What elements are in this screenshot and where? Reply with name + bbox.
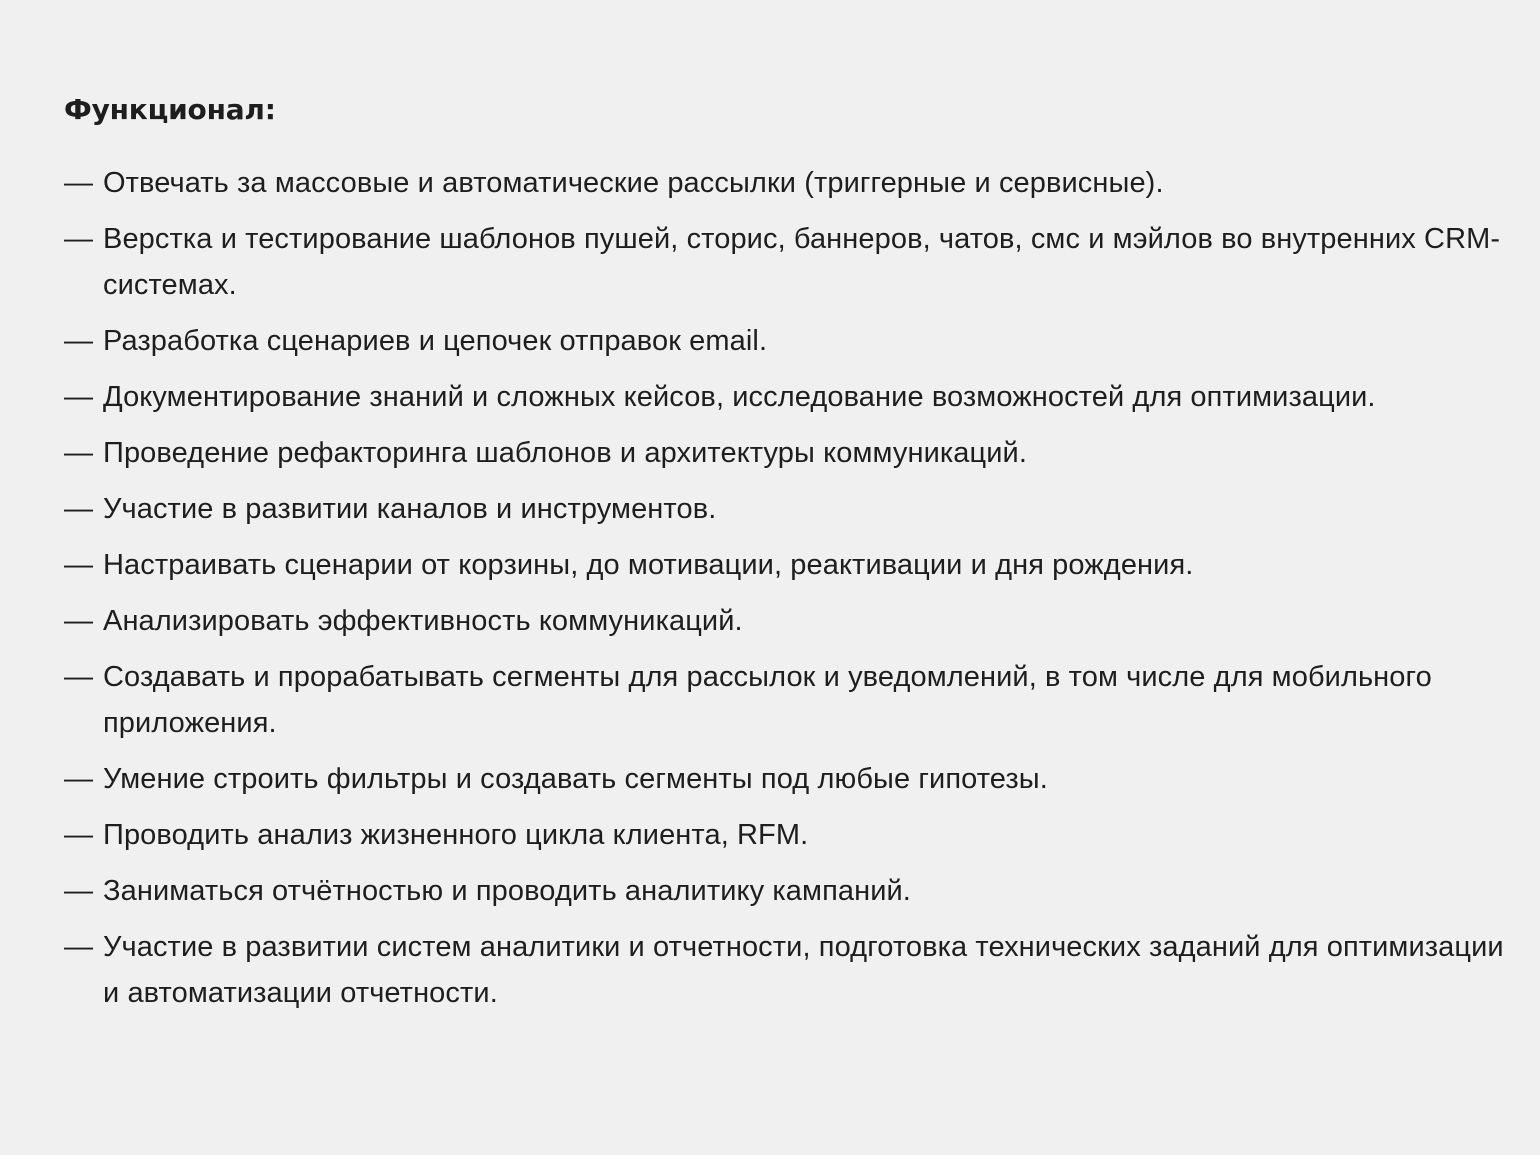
- list-item: [64, 924, 1504, 1016]
- responsibilities-section: [64, 88, 1504, 1026]
- dash-bullet: —: [64, 493, 94, 525]
- list-item-text: Умение строить фильтры и создавать сегменты под любые гипотезы.: [103, 763, 1048, 795]
- list-item-text: Документирование знаний и сложных кейсов, исследование возможностей для оптимизации.: [103, 381, 1376, 413]
- list-item-text: Создавать и прорабатывать сегменты для рассылок и уведомлений, в том числе для мобильного приложения.: [103, 661, 1432, 739]
- list-item: [64, 160, 1504, 206]
- dash-bullet: —: [64, 325, 94, 357]
- list-item: [64, 216, 1504, 308]
- list-item-text: Разработка сценариев и цепочек отправок email.: [103, 325, 768, 357]
- list-item-text: Анализировать эффективность коммуникаций.: [103, 605, 743, 637]
- list-item: [64, 318, 1504, 364]
- dash-bullet: —: [64, 223, 94, 255]
- list-item-text: Участие в развитии систем аналитики и отчетности, подготовка технических заданий для оптимизации и автоматизации отчетности.: [103, 931, 1504, 1009]
- dash-bullet: —: [64, 763, 94, 795]
- dash-bullet: —: [64, 819, 94, 851]
- dash-bullet: —: [64, 167, 94, 199]
- list-item: [64, 756, 1504, 802]
- list-item: [64, 812, 1504, 858]
- list-item-text: Участие в развитии каналов и инструментов.: [103, 493, 717, 525]
- responsibilities-list: [64, 160, 1504, 1016]
- dash-bullet: —: [64, 605, 94, 637]
- list-item-text: Отвечать за массовые и автоматические рассылки (триггерные и сервисные).: [103, 167, 1164, 199]
- list-item: [64, 598, 1504, 644]
- list-item: [64, 486, 1504, 532]
- list-item-text: Заниматься отчётностью и проводить аналитику кампаний.: [103, 875, 911, 907]
- list-item: [64, 430, 1504, 476]
- list-item-text: Настраивать сценарии от корзины, до мотивации, реактивации и дня рождения.: [103, 549, 1194, 581]
- dash-bullet: —: [64, 875, 94, 907]
- list-item-text: Проведение рефакторинга шаблонов и архитектуры коммуникаций.: [103, 437, 1027, 469]
- dash-bullet: —: [64, 661, 94, 693]
- dash-bullet: —: [64, 381, 94, 413]
- dash-bullet: —: [64, 549, 94, 581]
- list-item: [64, 374, 1504, 420]
- list-item-text: Верстка и тестирование шаблонов пушей, сторис, баннеров, чатов, смс и мэйлов во внутренних CRM-системах.: [103, 223, 1501, 301]
- list-item: [64, 868, 1504, 914]
- list-item: [64, 654, 1504, 746]
- dash-bullet: —: [64, 437, 94, 469]
- dash-bullet: —: [64, 931, 94, 963]
- section-title: Функционал:: [64, 93, 276, 126]
- list-item: [64, 542, 1504, 588]
- list-item-text: Проводить анализ жизненного цикла клиента, RFM.: [103, 819, 809, 851]
